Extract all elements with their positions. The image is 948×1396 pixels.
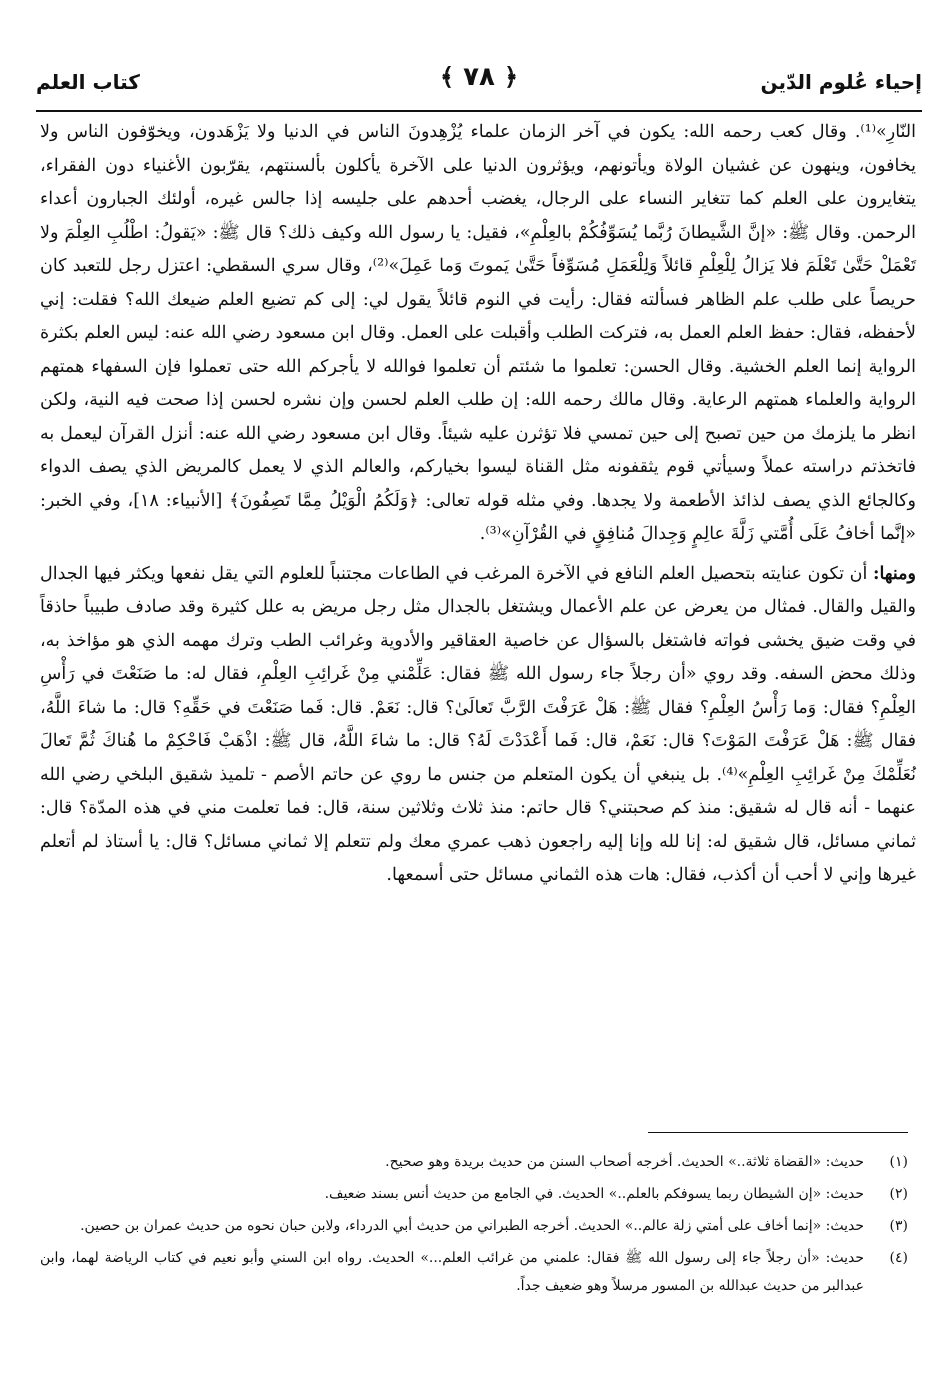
footnote — [40, 1148, 908, 1176]
ornament-bracket-open: ﴿ — [503, 63, 518, 91]
paragraph-1: النّارِ»⁽¹⁾. وقال كعب رحمه الله: يكون في آخر الزمان علماء يُزْهِدونَ الناس في الدنيا ولا يَزْهَدون، ويخوّفون الناس ولا يخافون، وينهون عن غشيان الولاة ويأتونهم، ويؤثرون الدنيا على الآخرة يأكلون بألسنتهم، يقرّبون الأغنياء دون الفقراء، يتغايرون على العلم كما تتغاير النساء على الرجال، يغضب أحدهم على جليسه إذا جالس غيره، أولئك الجبارون أعداء الرحمن. وقال ﷺ: «إنَّ الشَّيطانَ رُبَّما يُسَوِّفُكُمْ بالعِلْمِ»، فقيل: يا رسول الله وكيف ذلك؟ قال ﷺ: «يَقولُ: اطْلُبِ العِلْمَ ولا تَعْمَلْ حَتَّىٰ تَعْلَمَ فلا يَزالُ لِلْعِلْمِ قائلاً وَلِلْعَمَلِ مُسَوِّفاً حَتَّىٰ يَموتَ وَما عَمِلَ»⁽²⁾، وقال سري السقطي: اعتزل رجل للتعبد كان حريصاً على طلب علم الظاهر فسألته فقال: رأيت في النوم قائلاً يقول لي: إلى كم تضيع العلم ضيعك الله؟ فقلت: إني لأحفظه، فقال: حفظ العلم العمل به، فتركت الطلب وأقبلت على العمل. وقال ابن مسعود رضي الله عنه: ليس العلم بكثرة الرواية إنما العلم الخشية. وقال الحسن: تعلموا ما شئتم أن تعلموا فوالله لا يأجركم الله حتى تعملوا فإن السفهاء همتهم الرواية والعلماء همتهم الرعاية. وقال مالك رحمه الله: إن طلب العلم لحسن وإن نشره لحسن إذا صحت فيه النية، ولكن انظر ما يلزمك من حين تصبح إلى حين تمسي فلا تؤثرن عليه شيئاً. وقال ابن مسعود رضي الله عنه: أنزل القرآن ليعمل به فاتخذتم دراسته عملاً وسيأتي قوم يثقفونه مثل القناة ليسوا بخياركم، والعالم الذي لا يعمل كالمريض الذي يصف الدواء وكالجائع الذي يصف لذائذ الأطعمة ولا يجدها. وفي مثله قوله تعالى: ﴿وَلَكُمُ الْوَيْلُ مِمَّا تَصِفُونَ﴾ [الأنبياء: ١٨]، وفي الخبر: «إنَّما أخافُ عَلَى أُمَّتي زَلَّةَ عالِمٍ وَجِدالَ مُنافِقٍ في القُرْآنِ»⁽³⁾. — [40, 122, 917, 544]
header-divider — [36, 110, 922, 112]
ornament-bracket-close: ﴾ — [440, 63, 455, 91]
chapter-title: كتاب العلم — [36, 70, 140, 94]
main-text — [40, 116, 916, 893]
footnote-number: (٤) — [889, 1250, 908, 1266]
paragraph-2-text: أن تكون عنايته بتحصيل العلم النافع في الآخرة المرغب في الطاعات مجتنباً للعلوم التي يقل نفعها ويكثر فيها الجدال والقيل والقال. فمثال من يعرض عن علم الأعمال ويشتغل بالجدال مثل رجل مريض به علل كثيرة وقد صادف طبيباً حاذقاً في وقت ضيق يخشى فواته فاشتغل بالسؤال عن خاصية العقاقير والأدوية وغرائب الطب وترك مهمه الذي هو مؤاخذ به، وذلك محض السفه. وقد روي «أن رجلاً جاء رسول الله ﷺ فقال: عَلِّمْني مِنْ غَرائِبِ العِلْمِ، فقال له: ما صَنَعْتَ في رَأْسِ العِلْمِ؟ فقال: وَما رَأْسُ العِلْمِ؟ فقال ﷺ: هَلْ عَرَفْتَ الرَّبَّ تَعالَىٰ؟ قال: نَعَمْ. قال: فَما صَنَعْتَ في حَقِّهِ؟ قال: ما شاءَ اللَّهُ، فقال ﷺ: هَلْ عَرَفْتَ المَوْتَ؟ قال: نَعَمْ، قال: فَما أَعْدَدْتَ لَهُ؟ قال: ما شاءَ اللَّهُ، قال ﷺ: اذْهَبْ فَاحْكِمْ ما هُناكَ ثُمَّ تَعالَ نُعَلِّمْكَ مِنْ غَرائِبِ العِلْمِ»⁽⁴⁾. بل ينبغي أن يكون المتعلم من جنس ما روي عن حاتم الأصم - تلميذ شقيق البلخي رضي الله عنهما - أنه قال له شقيق: منذ كم صحبتني؟ قال حاتم: منذ ثلاث وثلاثين سنة، قال: فما تعلمت مني في هذه المدّة؟ قال: ثماني مسائل، قال شقيق له: إنا لله وإنا إليه راجعون ذهب عمري معك ولم تتعلم إلا ثماني مسائل؟ قال: يا أستاذ لم أتعلم غيرها وإني لا أحب أن أكذب، فقال: هات هذه الثماني مسائل حتى أسمعها. — [40, 563, 916, 885]
footnotes — [40, 1148, 908, 1304]
paragraph-2-lead: ومنها: — [873, 563, 916, 584]
footnote-text: حديث: «إن الشيطان ربما يسوفكم بالعلم..» الحديث. في الجامع من حديث أنس بسند ضعيف. — [324, 1186, 864, 1202]
footnote-number: (٢) — [889, 1186, 908, 1202]
footnote-number: (١) — [889, 1154, 908, 1170]
footnote-text: حديث: «القضاة ثلاثة..» الحديث. أخرجه أصحاب السنن من حديث بريدة وهو صحيح. — [385, 1154, 864, 1170]
footnote — [40, 1244, 908, 1300]
book-title: إحياء عُلوم الدّين — [760, 70, 922, 94]
footnote-divider — [648, 1132, 908, 1133]
footnote — [40, 1212, 908, 1240]
footnote-number: (٣) — [889, 1218, 908, 1234]
paragraph-2 — [40, 558, 916, 893]
footnote-text: حديث: «أن رجلاً جاء إلى رسول الله ﷺ فقال: علمني من غرائب العلم...» الحديث. رواه ابن السني وأبو نعيم في كتاب الرياضة لهما، وابن عبدالبر من حديث عبدالله بن المسور مرسلاً وهو ضعيف جداً. — [40, 1250, 864, 1294]
page-number: ٧٨ — [463, 62, 495, 92]
page-number-block — [440, 62, 518, 92]
footnote-text: حديث: «إنما أخاف على أمتي زلة عالم..» الحديث. أخرجه الطبراني من حديث أبي الدرداء، ولابن حبان نحوه من حديث عمران بن حصين. — [80, 1218, 864, 1234]
footnote — [40, 1180, 908, 1208]
page-header — [36, 62, 922, 106]
